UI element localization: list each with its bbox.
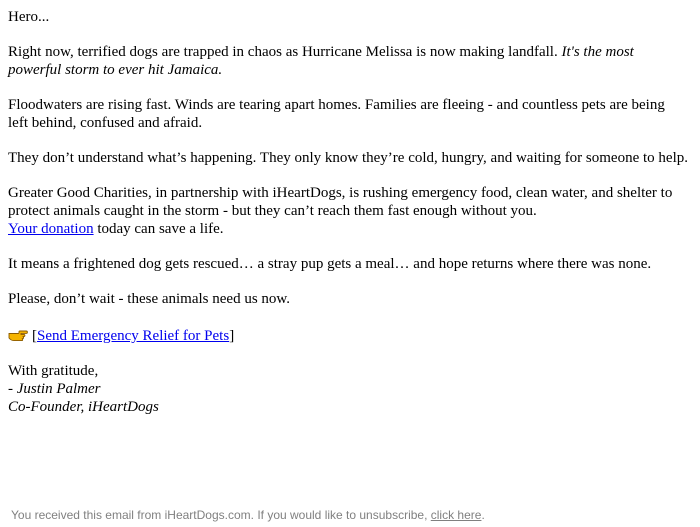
signature-name: - Justin Palmer — [8, 381, 101, 397]
signoff: With gratitude, — [8, 363, 99, 379]
signature-block — [8, 362, 688, 416]
paragraph-partnership-text: Greater Good Charities, in partnership with iHeartDogs, is rushing emergency food, clean water, and shelter to protect animals caught in the storm - but they can’t reach them fast enough without you. — [8, 185, 673, 219]
paragraph-landfall-text: Right now, terrified dogs are trapped in chaos as Hurricane Melissa is now making landfall. — [8, 44, 562, 60]
greeting: Hero... — [8, 9, 50, 25]
donation-link[interactable]: Your donation — [8, 221, 94, 237]
paragraph-rescued: It means a frightened dog gets rescued… a stray pup gets a meal… and hope returns where there was none. — [8, 256, 652, 272]
email-body — [8, 8, 688, 433]
footer-text: You received this email from iHeartDogs.com. If you would like to unsubscribe, — [11, 508, 431, 522]
paragraph-floodwaters: Floodwaters are rising fast. Winds are tearing apart homes. Families are fleeing - and countless pets are being left behind, confused and afraid. — [8, 97, 665, 131]
pointing-hand-icon — [8, 328, 28, 342]
paragraph-understand: They don’t understand what’s happening. They only know they’re cold, hungry, and waiting for someone to help. — [8, 150, 688, 166]
cta-open-bracket: [ — [32, 328, 37, 344]
paragraph-landfall — [8, 43, 688, 79]
paragraph-partnership-tail: today can save a life. — [93, 221, 224, 237]
unsubscribe-footer — [11, 508, 485, 523]
paragraph-landfall-italic: It's the most powerful storm to ever hit Jamaica. — [8, 44, 634, 78]
unsubscribe-link[interactable]: click here — [430, 508, 482, 522]
signature-title: Co-Founder, iHeartDogs — [8, 399, 159, 415]
paragraph-dont-wait: Please, don’t wait - these animals need us now. — [8, 291, 291, 307]
footer-tail: . — [481, 508, 485, 522]
send-relief-link[interactable]: Send Emergency Relief for Pets — [37, 328, 230, 344]
cta-line — [8, 327, 688, 345]
cta-close-bracket: ] — [229, 328, 235, 344]
paragraph-partnership — [8, 184, 688, 238]
